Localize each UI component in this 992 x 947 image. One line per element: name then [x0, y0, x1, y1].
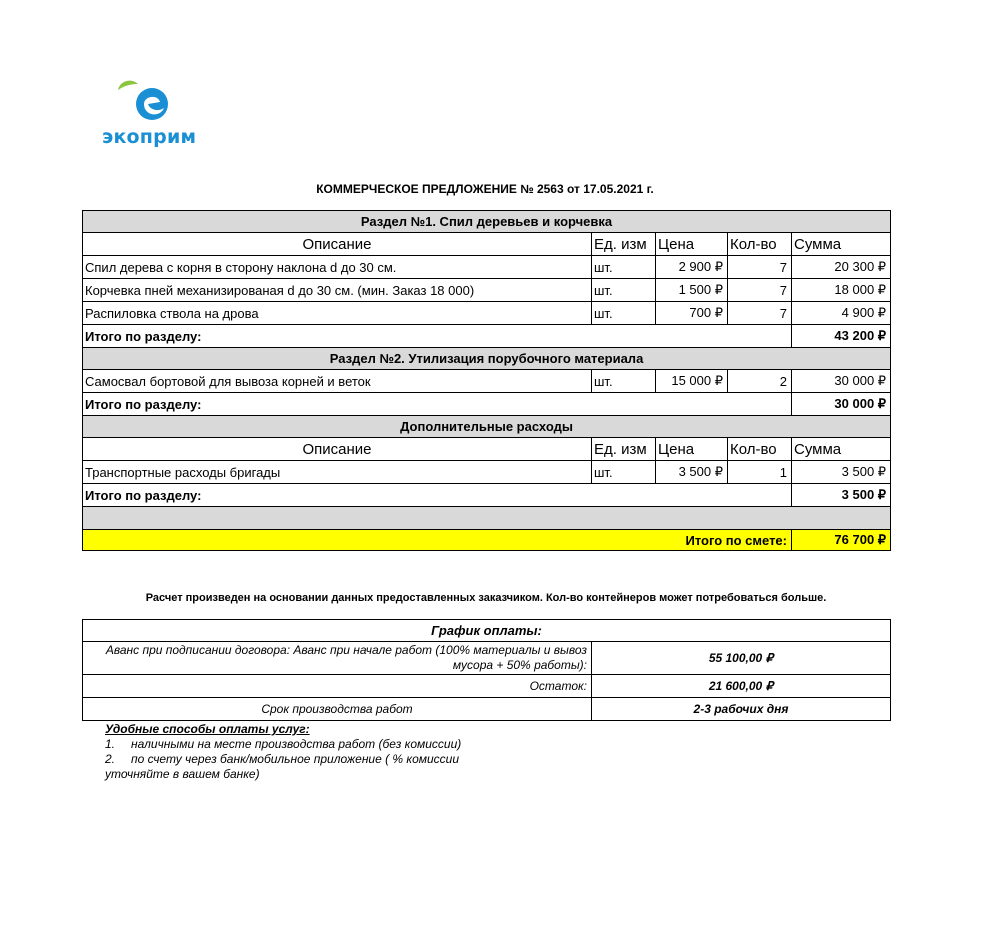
- col-desc: Описание: [83, 233, 592, 256]
- list-number: 1.: [105, 737, 116, 751]
- col-qty: Кол-во: [728, 233, 792, 256]
- term-label: Срок производства работ: [83, 698, 592, 721]
- col-price: Цена: [656, 438, 728, 461]
- column-header-row: [83, 233, 891, 256]
- section-title: Раздел №1. Спил деревьев и корчевка: [83, 211, 891, 233]
- payment-title-row: [83, 620, 891, 642]
- col-price: Цена: [656, 233, 728, 256]
- section-header: [83, 211, 891, 233]
- list-number: 2.: [105, 752, 116, 766]
- spacer-row: [83, 507, 891, 530]
- payment-row: [83, 698, 891, 721]
- grand-total-row: [83, 530, 891, 551]
- row-desc: Транспортные расходы бригады: [83, 461, 592, 484]
- section-total-value: 43 200 ₽: [792, 325, 891, 348]
- table-row: [83, 302, 891, 325]
- logo-text: экоприм: [102, 126, 197, 148]
- advance-label: Аванс при подписании договора: Аванс при начале работ (100% материалы и вывоз мусора + 50% работы):: [83, 642, 592, 675]
- section-total-value: 3 500 ₽: [792, 484, 891, 507]
- list-tail: уточняйте в вашем банке): [105, 767, 260, 781]
- section-total-row: [83, 325, 891, 348]
- row-sum: 30 000 ₽: [792, 370, 891, 393]
- row-price: 2 900 ₽: [656, 256, 728, 279]
- row-desc: Спил дерева с корня в сторону наклона d до 30 см.: [83, 256, 592, 279]
- col-sum: Сумма: [792, 438, 891, 461]
- section-total-row: [83, 393, 891, 416]
- row-price: 700 ₽: [656, 302, 728, 325]
- payment-methods: [105, 722, 461, 782]
- payment-methods-heading: Удобные способы оплаты услуг:: [105, 722, 310, 736]
- row-unit: шт.: [592, 256, 656, 279]
- row-price: 1 500 ₽: [656, 279, 728, 302]
- logo-mark-icon: [100, 76, 180, 126]
- list-item: [105, 737, 461, 752]
- col-desc: Описание: [83, 438, 592, 461]
- row-sum: 20 300 ₽: [792, 256, 891, 279]
- table-row: [83, 256, 891, 279]
- list-item: [105, 752, 461, 767]
- remainder-label: Остаток:: [83, 675, 592, 698]
- section-total-label: Итого по разделу:: [83, 393, 792, 416]
- list-text: по счету через банк/мобильное приложение ( % комиссии: [131, 752, 460, 766]
- col-qty: Кол-во: [728, 438, 792, 461]
- row-price: 15 000 ₽: [656, 370, 728, 393]
- row-qty: 2: [728, 370, 792, 393]
- estimate-table: [82, 210, 891, 551]
- payment-row: [83, 675, 891, 698]
- row-sum: 4 900 ₽: [792, 302, 891, 325]
- row-qty: 1: [728, 461, 792, 484]
- row-qty: 7: [728, 279, 792, 302]
- column-header-row: [83, 438, 891, 461]
- row-qty: 7: [728, 256, 792, 279]
- section-header: [83, 348, 891, 370]
- grand-total-value: 76 700 ₽: [792, 530, 891, 551]
- spacer-cell: [83, 507, 891, 530]
- remainder-value: 21 600,00 ₽: [592, 675, 891, 698]
- col-unit: Ед. изм: [592, 438, 656, 461]
- row-desc: Распиловка ствола на дрова: [83, 302, 592, 325]
- calculation-note: Расчет произведен на основании данных предоставленных заказчиком. Кол-во контейнеров может потребоваться больше.: [145, 592, 827, 604]
- col-sum: Сумма: [792, 233, 891, 256]
- list-text: наличными на месте производства работ (без комиссии): [131, 737, 462, 751]
- col-unit: Ед. изм: [592, 233, 656, 256]
- row-unit: шт.: [592, 461, 656, 484]
- row-desc: Самосвал бортовой для вывоза корней и веток: [83, 370, 592, 393]
- table-row: [83, 279, 891, 302]
- section-header: [83, 416, 891, 438]
- payment-title: График оплаты:: [83, 620, 891, 642]
- document-title: КОММЕРЧЕСКОЕ ПРЕДЛОЖЕНИЕ № 2563 от 17.05.2021 г.: [316, 182, 654, 196]
- row-desc: Корчевка пней механизированая d до 30 см. (мин. Заказ 18 000): [83, 279, 592, 302]
- row-sum: 3 500 ₽: [792, 461, 891, 484]
- section-title: Дополнительные расходы: [83, 416, 891, 438]
- row-unit: шт.: [592, 302, 656, 325]
- row-sum: 18 000 ₽: [792, 279, 891, 302]
- table-row: [83, 370, 891, 393]
- payment-table: [82, 619, 891, 721]
- row-unit: шт.: [592, 279, 656, 302]
- section-total-row: [83, 484, 891, 507]
- term-value: 2-3 рабочих дня: [592, 698, 891, 721]
- advance-value: 55 100,00 ₽: [592, 642, 891, 675]
- section-title: Раздел №2. Утилизация порубочного материала: [83, 348, 891, 370]
- row-qty: 7: [728, 302, 792, 325]
- section-total-value: 30 000 ₽: [792, 393, 891, 416]
- section-total-label: Итого по разделу:: [83, 325, 792, 348]
- grand-total-label: Итого по смете:: [83, 530, 792, 551]
- row-price: 3 500 ₽: [656, 461, 728, 484]
- section-total-label: Итого по разделу:: [83, 484, 792, 507]
- row-unit: шт.: [592, 370, 656, 393]
- payment-row: [83, 642, 891, 675]
- table-row: [83, 461, 891, 484]
